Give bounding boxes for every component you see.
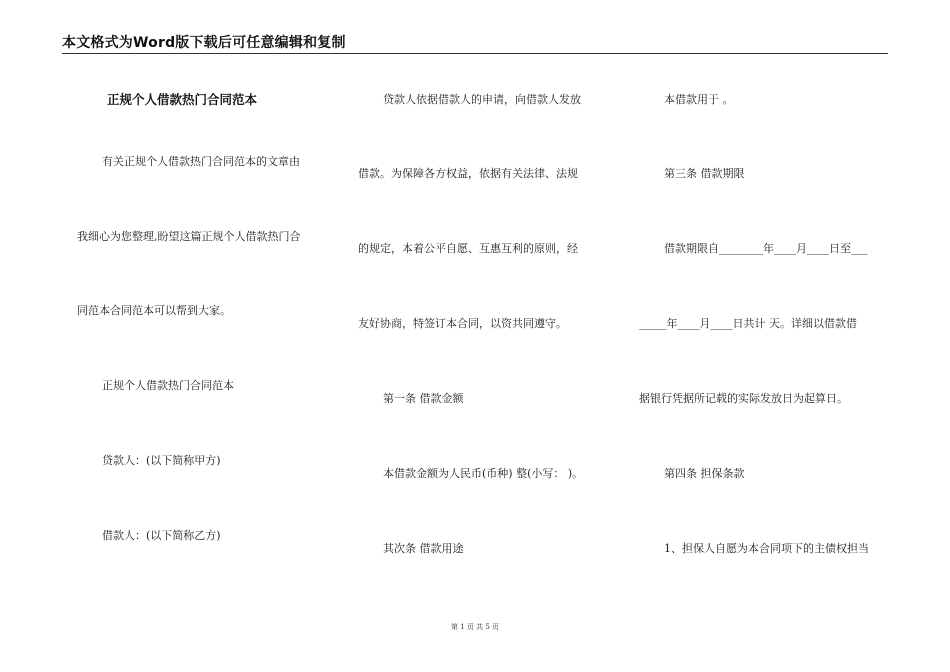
paragraph-line: 借款人：(以下简称乙方) xyxy=(102,529,221,542)
paragraph-line: 正规个人借款热门合同范本 xyxy=(102,379,234,392)
section-heading: 第一条 借款金额 xyxy=(383,392,464,405)
paragraph-line: 借款。为保障各方权益，依据有关法律、法规 xyxy=(358,167,578,180)
paragraph-line: 贷款人：(以下简称甲方) xyxy=(102,454,221,467)
paragraph-line: 的规定，本着公平自愿、互惠互利的原则，经 xyxy=(358,242,578,255)
section-heading: 其次条 借款用途 xyxy=(383,542,464,555)
section-heading: 第四条 担保条款 xyxy=(664,467,745,480)
page-number: 第 1 页 共 5 页 xyxy=(450,623,500,631)
section-heading: 第三条 借款期限 xyxy=(664,167,745,180)
paragraph-line: 本借款金额为人民币(币种) 整(小写： )。 xyxy=(383,467,584,480)
paragraph-line: 我细心为您整理,盼望这篇正规个人借款热门合 xyxy=(77,230,301,243)
paragraph-line: _____年____月____日共计 天。详细以借款借 xyxy=(639,317,857,330)
document-header-title: 本文格式为Word版下载后可任意编辑和复制 xyxy=(62,35,346,51)
paragraph-line: 1、担保人自愿为本合同项下的主债权担当 xyxy=(664,542,869,555)
paragraph-line: 友好协商，特签订本合同，以资共同遵守。 xyxy=(358,317,567,330)
paragraph-line: 有关正规个人借款热门合同范本的文章由 xyxy=(102,155,300,168)
header-divider xyxy=(62,53,888,54)
document-title: 正规个人借款热门合同范本 xyxy=(107,92,258,107)
paragraph-line: 本借款用于 。 xyxy=(664,93,734,106)
paragraph-line: 据银行凭据所记载的实际发放日为起算日。 xyxy=(639,392,848,405)
paragraph-line: 借款期限自________年____月____日至___ xyxy=(664,242,868,255)
paragraph-line: 贷款人依据借款人的申请，向借款人发放 xyxy=(383,93,581,106)
paragraph-line: 同范本合同范本可以帮到大家。 xyxy=(77,304,231,317)
